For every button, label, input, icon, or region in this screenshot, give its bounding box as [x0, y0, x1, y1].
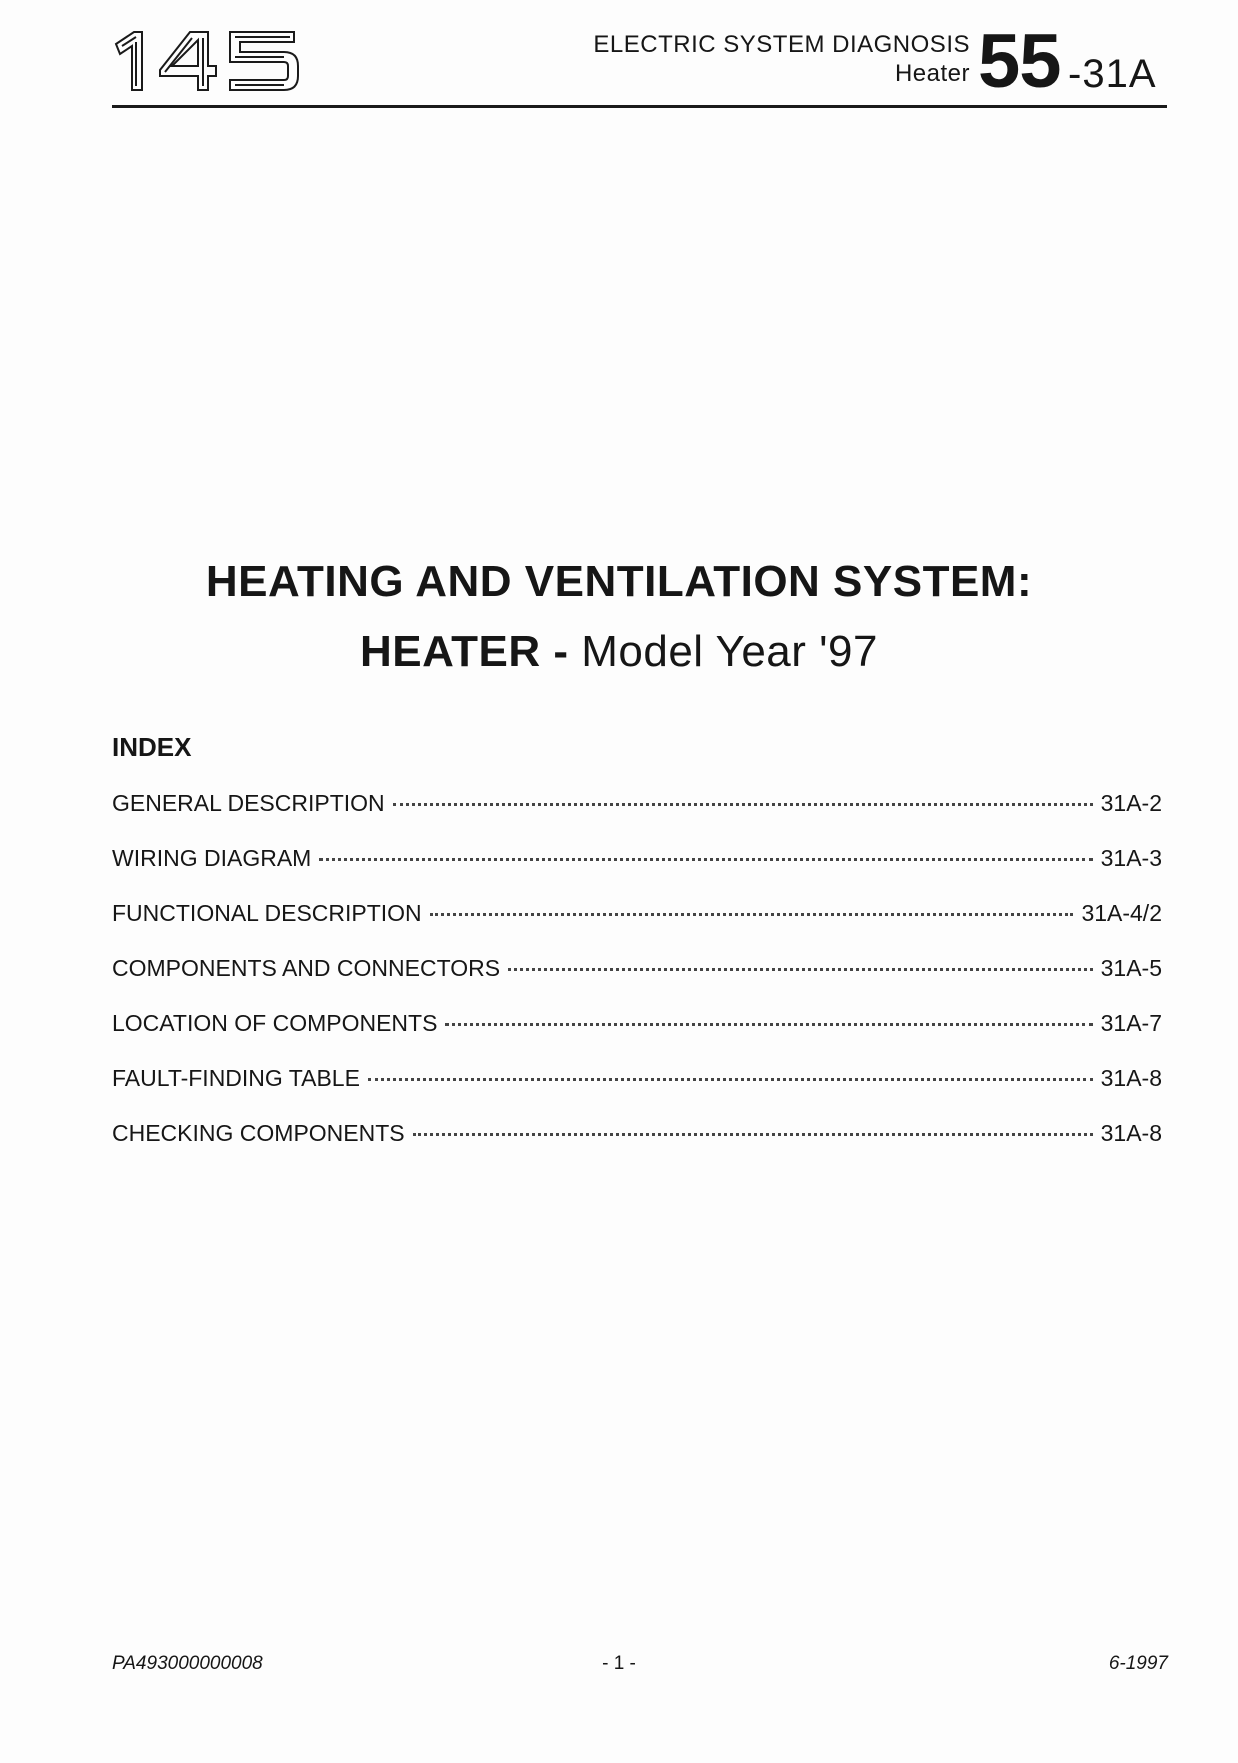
title-normal-part: Model Year '97 [581, 627, 878, 676]
document-title-line-2 [0, 627, 1238, 677]
header-line-2: Heater [894, 60, 970, 87]
dot-leader [393, 803, 1093, 806]
section-number: 55 [978, 19, 1061, 104]
index-entry [112, 845, 1162, 900]
index-entry-page: 31A-7 [1100, 1010, 1162, 1036]
index-entry [112, 1010, 1162, 1065]
footer-document-code: PA493000000008 [112, 1653, 263, 1674]
index-entry-page: 31A-8 [1100, 1065, 1162, 1091]
header-divider [112, 105, 1167, 108]
header-line-1: ELECTRIC SYSTEM DIAGNOSIS [593, 31, 970, 58]
index-entry [112, 955, 1162, 1010]
title-bold-part: HEATER - [360, 627, 582, 676]
model-logo [112, 30, 302, 92]
index-entry [112, 1120, 1162, 1175]
index-entry-label: COMPONENTS AND CONNECTORS [112, 955, 501, 981]
index-entry [112, 790, 1162, 845]
index-entry-label: LOCATION OF COMPONENTS [112, 1010, 438, 1036]
index-entry-page: 31A-3 [1100, 845, 1162, 871]
dot-leader [430, 913, 1074, 916]
footer-date: 6-1997 [1108, 1653, 1168, 1674]
dot-leader [445, 1023, 1092, 1026]
index-entry-page: 31A-5 [1100, 955, 1162, 981]
dot-leader [508, 968, 1093, 971]
index-entry-label: FUNCTIONAL DESCRIPTION [112, 900, 422, 926]
dot-leader [368, 1078, 1093, 1081]
index-entry-label: FAULT-FINDING TABLE [112, 1065, 360, 1091]
section-suffix: -31A [1068, 52, 1157, 96]
footer-page-number: - 1 - [602, 1653, 636, 1674]
index-entry [112, 900, 1162, 955]
index-entry-label: WIRING DIAGRAM [112, 845, 312, 871]
index-entry-page: 31A-4/2 [1081, 900, 1162, 926]
dot-leader [413, 1133, 1093, 1136]
document-title-line-1: HEATING AND VENTILATION SYSTEM: [205, 557, 1033, 606]
dot-leader [319, 858, 1092, 861]
index-entry-page: 31A-2 [1100, 790, 1162, 816]
index-entry-label: CHECKING COMPONENTS [112, 1120, 405, 1146]
index-list [112, 790, 1162, 1175]
header-title-block [593, 30, 970, 88]
index-entry-page: 31A-8 [1100, 1120, 1162, 1146]
index-entry-label: GENERAL DESCRIPTION [112, 790, 385, 816]
index-entry [112, 1065, 1162, 1120]
index-heading: INDEX [112, 732, 192, 762]
